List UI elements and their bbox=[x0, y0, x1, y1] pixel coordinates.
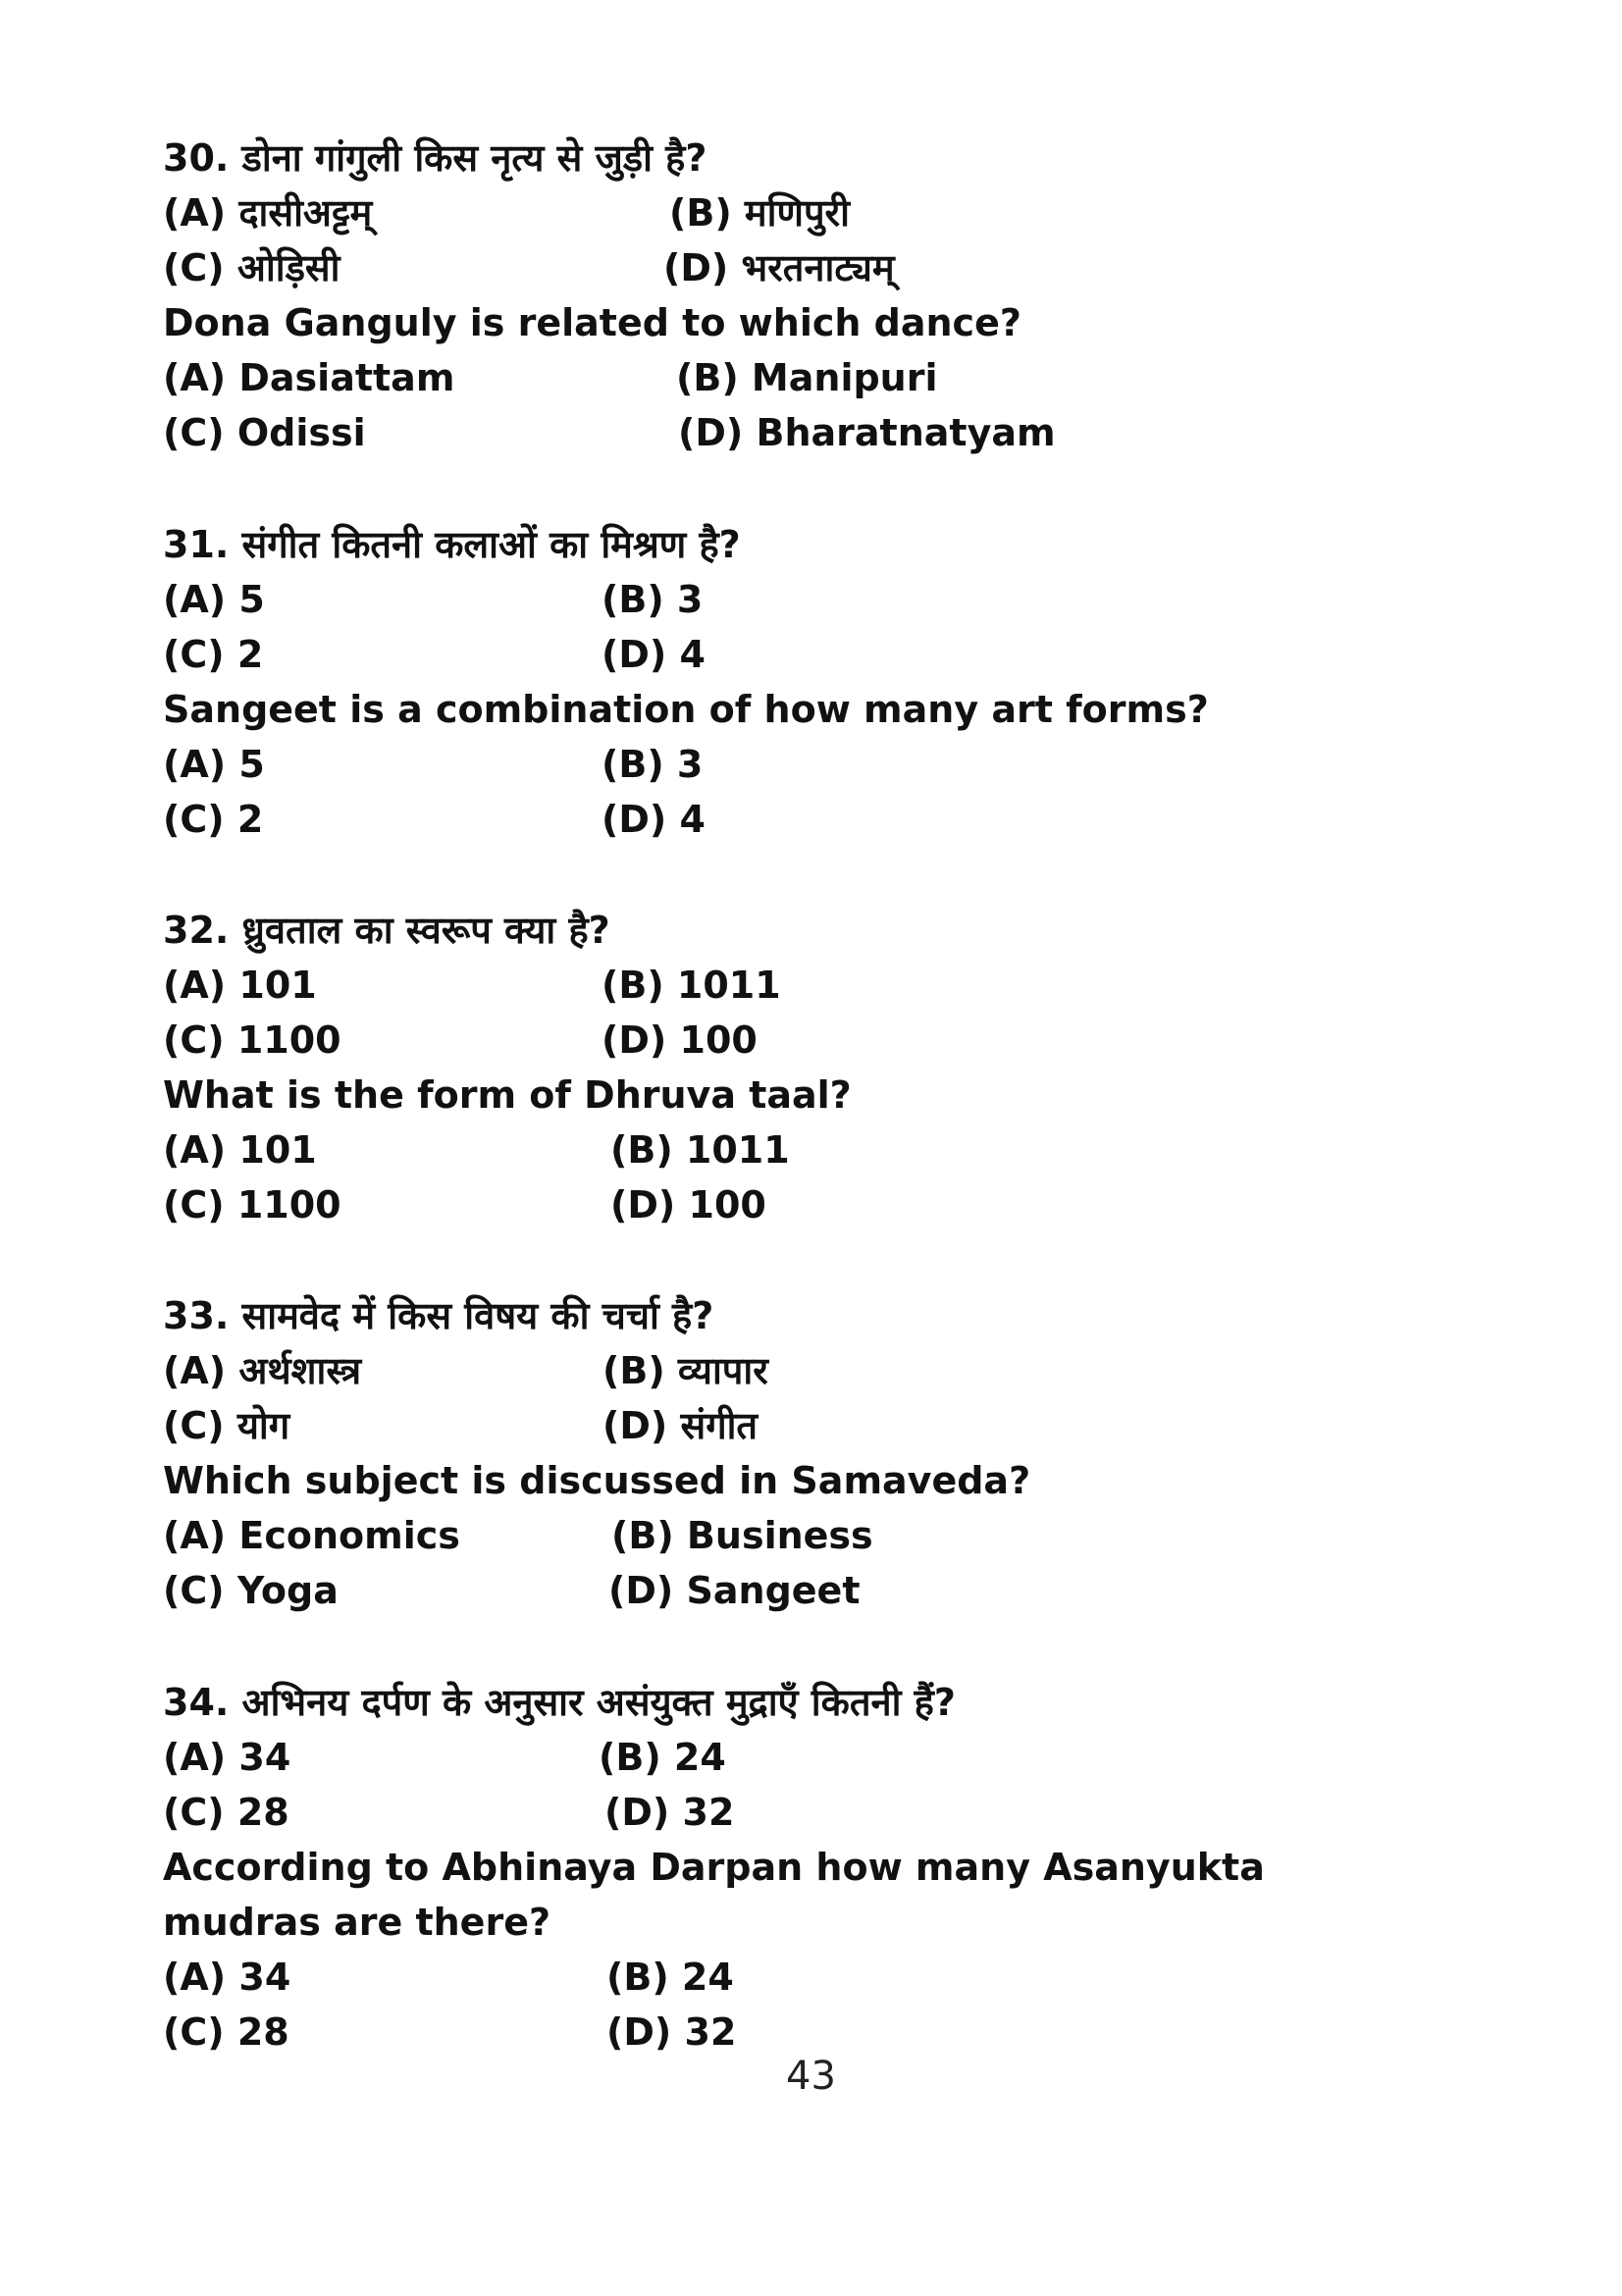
option-d-hindi: (D) 4 bbox=[602, 633, 706, 676]
option-a-hindi: (A) 34 bbox=[163, 1736, 291, 1779]
question-31 bbox=[163, 517, 1478, 847]
question-text-english: Sangeet is a combination of how many art forms? bbox=[163, 688, 1209, 731]
option-d-english: (D) Sangeet bbox=[608, 1569, 861, 1612]
option-d-hindi: (D) संगीत bbox=[602, 1404, 759, 1447]
option-d-hindi: (D) भरतनाट्यम् bbox=[663, 246, 895, 289]
option-a-hindi: (A) 101 bbox=[163, 964, 317, 1007]
option-c-english: (C) 28 bbox=[163, 2010, 289, 2054]
option-c-hindi: (C) 1100 bbox=[163, 1018, 341, 1062]
option-row bbox=[163, 240, 1478, 295]
question-text-english: Which subject is discussed in Samaveda? bbox=[163, 1459, 1031, 1502]
option-a-english: (A) 5 bbox=[163, 743, 265, 786]
option-a-english: (A) Economics bbox=[163, 1514, 460, 1557]
option-a-english: (A) 34 bbox=[163, 1956, 291, 1999]
option-row bbox=[163, 1730, 1478, 1785]
option-a-english: (A) Dasiattam bbox=[163, 356, 455, 399]
option-d-hindi: (D) 100 bbox=[602, 1018, 758, 1062]
option-b-hindi: (B) 1011 bbox=[602, 964, 781, 1007]
option-d-english: (D) 32 bbox=[606, 2010, 737, 2054]
option-b-english: (B) 3 bbox=[602, 743, 704, 786]
option-a-hindi: (A) 5 bbox=[163, 578, 265, 621]
option-row bbox=[163, 627, 1478, 682]
option-b-hindi: (B) 3 bbox=[602, 578, 704, 621]
question-text-hindi: 34. अभिनय दर्पण के अनुसार असंयुक्त मुद्राएँ कितनी हैं? bbox=[163, 1681, 956, 1724]
option-c-hindi: (C) 2 bbox=[163, 633, 264, 676]
option-row bbox=[163, 792, 1478, 847]
question-text-english: Dona Ganguly is related to which dance? bbox=[163, 301, 1021, 344]
question-text-hindi: 30. डोना गांगुली किस नृत्य से जुड़ी है? bbox=[163, 136, 707, 180]
question-text-english: According to Abhinaya Darpan how many Asanyukta mudras are there? bbox=[163, 1846, 1265, 1944]
option-row bbox=[163, 1950, 1478, 2005]
question-text-english: What is the form of Dhruva taal? bbox=[163, 1073, 852, 1117]
option-b-hindi: (B) मणिपुरी bbox=[669, 191, 850, 235]
option-d-hindi: (D) 32 bbox=[604, 1791, 735, 1834]
option-b-hindi: (B) व्यापार bbox=[602, 1349, 768, 1392]
question-text-hindi: 33. सामवेद में किस विषय की चर्चा है? bbox=[163, 1294, 714, 1337]
option-b-english: (B) Business bbox=[611, 1514, 873, 1557]
option-row bbox=[163, 958, 1478, 1013]
option-a-english: (A) 101 bbox=[163, 1128, 317, 1172]
option-row bbox=[163, 350, 1478, 405]
option-c-english: (C) Odissi bbox=[163, 411, 366, 454]
option-c-hindi: (C) 28 bbox=[163, 1791, 289, 1834]
option-row bbox=[163, 2005, 1478, 2060]
option-b-english: (B) 1011 bbox=[610, 1128, 790, 1172]
option-row bbox=[163, 1343, 1478, 1398]
option-d-english: (D) 100 bbox=[610, 1183, 766, 1226]
option-row bbox=[163, 1398, 1478, 1453]
option-b-english: (B) Manipuri bbox=[676, 356, 938, 399]
option-row bbox=[163, 737, 1478, 792]
option-b-english: (B) 24 bbox=[606, 1956, 734, 1999]
option-a-hindi: (A) अर्थशास्त्र bbox=[163, 1349, 362, 1392]
option-row bbox=[163, 1013, 1478, 1068]
option-d-english: (D) Bharatnatyam bbox=[678, 411, 1056, 454]
question-text-hindi: 31. संगीत कितनी कलाओं का मिश्रण है? bbox=[163, 523, 741, 566]
option-row bbox=[163, 185, 1478, 240]
option-row bbox=[163, 1785, 1478, 1840]
option-row bbox=[163, 405, 1478, 460]
option-row bbox=[163, 1177, 1478, 1232]
option-c-english: (C) 2 bbox=[163, 798, 264, 841]
question-30 bbox=[163, 130, 1478, 460]
question-32 bbox=[163, 903, 1478, 1232]
option-d-english: (D) 4 bbox=[602, 798, 706, 841]
option-c-english: (C) 1100 bbox=[163, 1183, 341, 1226]
option-row bbox=[163, 572, 1478, 627]
option-row bbox=[163, 1563, 1478, 1618]
question-text-hindi: 32. ध्रुवताल का स्वरूप क्या है? bbox=[163, 909, 610, 952]
question-33 bbox=[163, 1288, 1478, 1618]
option-c-hindi: (C) ओड़िसी bbox=[163, 246, 340, 289]
option-row bbox=[163, 1122, 1478, 1177]
question-34 bbox=[163, 1675, 1478, 2060]
option-c-hindi: (C) योग bbox=[163, 1404, 290, 1447]
option-row bbox=[163, 1508, 1478, 1563]
option-b-hindi: (B) 24 bbox=[599, 1736, 726, 1779]
page-number: 43 bbox=[786, 2054, 836, 2099]
option-a-hindi: (A) दासीअट्टम् bbox=[163, 191, 373, 235]
option-c-english: (C) Yoga bbox=[163, 1569, 339, 1612]
